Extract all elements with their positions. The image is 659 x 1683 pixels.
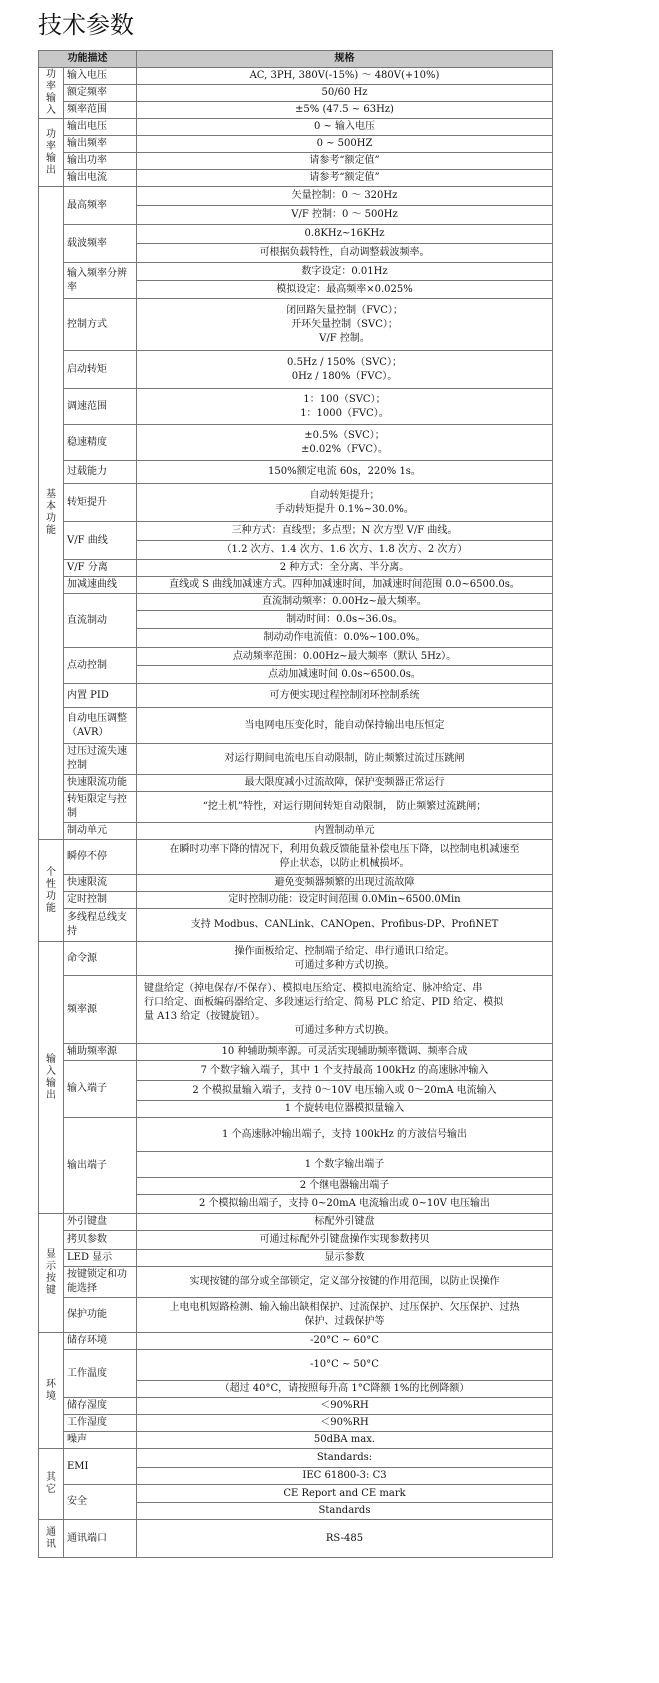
spec-value (137, 744, 553, 775)
feature-label: 外引键盘 (64, 1214, 137, 1231)
spec-value (137, 281, 553, 299)
spec-line: 手动转矩提升 0.1%~30.0%。 (275, 503, 414, 515)
table-row (39, 1449, 553, 1468)
feature-label: 输入端子 (64, 1061, 137, 1118)
table-row (39, 1333, 553, 1350)
spec-line: 2 个模拟量输入端子，支持 0～10V 电压输入或 0～20mA 电流输入 (192, 1084, 497, 1096)
feature-label: 最高频率 (64, 187, 137, 225)
spec-line: 0.8KHz~16KHz (304, 228, 385, 239)
spec-line: AC, 3PH, 380V(-15%) ～ 480V(+10%) (249, 70, 440, 81)
table-row (39, 299, 553, 351)
spec-value (137, 594, 553, 611)
spec-line: 2 种方式：全分离、半分离。 (279, 562, 410, 573)
spec-value (137, 577, 553, 594)
table-row (39, 68, 553, 85)
spec-line: 停止状态，以防止机械损坏。 (279, 858, 410, 869)
feature-label: 载波频率 (64, 225, 137, 263)
feature-label: 自动电压调整（AVR） (64, 708, 137, 744)
spec-line: 1 个数字输出端子 (304, 1158, 385, 1170)
feature-label: 控制方式 (64, 299, 137, 351)
table-row (39, 1485, 553, 1503)
table-row (39, 648, 553, 666)
spec-value (137, 1398, 553, 1415)
table-row (39, 263, 553, 281)
spec-line: 三种方式：直线型；多点型；N 次方型 V/F 曲线。 (231, 525, 458, 536)
spec-value (137, 792, 553, 823)
spec-line: -20°C ~ 60°C (310, 1335, 379, 1346)
spec-line: 行口给定、面板编码器给定、多段速运行给定、简易 PLC 给定、PID 给定、模拟 (144, 996, 504, 1008)
spec-value (137, 119, 553, 136)
feature-label: 通讯端口 (64, 1520, 137, 1558)
spec-line: 支持 Modbus、CANLink、CANOpen、Profibus-DP、ProfiNET (190, 919, 499, 930)
table-row (39, 1061, 553, 1081)
spec-value (137, 1415, 553, 1432)
feature-label: 噪声 (64, 1432, 137, 1449)
spec-value (137, 875, 553, 892)
feature-label: 安全 (64, 1485, 137, 1520)
spec-line: 50/60 Hz (321, 87, 368, 98)
spec-value (137, 1267, 553, 1298)
feature-label: 过载能力 (64, 461, 137, 484)
spec-value (137, 1195, 553, 1214)
table-row (39, 1118, 553, 1152)
spec-value (137, 187, 553, 206)
spec-line: 模拟设定：最高频率×0.025% (276, 283, 413, 295)
table-row (39, 351, 553, 389)
feature-label: 调速范围 (64, 389, 137, 425)
spec-line: （超过 40°C，请按照每升高 1°C降额 1%的比例降额） (219, 1383, 470, 1394)
category-label: 基本功能 (46, 489, 56, 536)
feature-label: 直流制动 (64, 594, 137, 648)
spec-line: 内置制动单元 (314, 825, 375, 836)
feature-label: 输入电压 (64, 68, 137, 85)
spec-value (137, 541, 553, 560)
feature-label: 保护功能 (64, 1298, 137, 1333)
table-row (39, 102, 553, 119)
header-spec: 规格 (137, 51, 553, 68)
spec-value (137, 1350, 553, 1381)
table-row (39, 792, 553, 823)
table-row (39, 909, 553, 942)
spec-line: 制动动作电流值：0.0%~100.0%。 (263, 632, 426, 643)
spec-line: 定时控制功能：设定时间范围 0.0Min~6500.0Min (228, 894, 461, 905)
table-row (39, 823, 553, 840)
spec-line: 2 个继电器输出端子 (299, 1180, 390, 1191)
spec-line: 请参考“额定值” (309, 172, 380, 183)
spec-line: 闭回路矢量控制（FVC）； (286, 304, 403, 316)
feature-label: 启动转矩 (64, 351, 137, 389)
category-label: 功率输出 (46, 128, 56, 176)
table-row (39, 187, 553, 206)
table-row (39, 85, 553, 102)
feature-label: 命令源 (64, 942, 137, 976)
table-row (39, 522, 553, 541)
table-row (39, 1214, 553, 1231)
spec-value (137, 560, 553, 577)
feature-label: 加减速曲线 (64, 577, 137, 594)
spec-value (137, 892, 553, 909)
spec-line: 实现按键的部分或全部锁定，定义部分按键的作用范围，以防止误操作 (189, 1276, 500, 1287)
spec-line: 自动转矩提升； (309, 489, 380, 501)
spec-value (137, 1333, 553, 1350)
spec-value (137, 68, 553, 85)
spec-line: 开环矢量控制（SVC）； (291, 318, 398, 330)
spec-line: 避免变频器频繁的出现过流故障 (274, 877, 415, 888)
spec-line: 0 ~ 输入电压 (313, 121, 376, 132)
table-row (39, 1398, 553, 1415)
feature-label: 输出电压 (64, 119, 137, 136)
spec-line: 最大限度减小过流故障，保护变频器正常运行 (244, 777, 445, 788)
spec-line: 0Hz / 180%（FVC）。 (291, 370, 398, 382)
feature-label: 储存环境 (64, 1333, 137, 1350)
spec-line: ±5% (47.5 ~ 63Hz) (295, 104, 394, 115)
spec-line: （1.2 次方、1.4 次方、1.6 次方、1.8 次方、2 次方） (221, 544, 468, 555)
feature-label: 快速限流 (64, 875, 137, 892)
spec-value (137, 153, 553, 170)
category-cell (39, 942, 64, 1214)
spec-line: 上电电机短路检测、输入输出缺相保护、过流保护、过压保护、欠压保护、过热 (169, 1302, 520, 1313)
spec-value (137, 666, 553, 684)
spec-value (137, 102, 553, 119)
table-row (39, 153, 553, 170)
spec-line: ±0.02%（FVC）。 (301, 443, 388, 455)
table-row (39, 976, 553, 1044)
spec-value (137, 1044, 553, 1061)
spec-line: 量 A13 给定（按键旋钮）。 (144, 1010, 266, 1022)
table-row (39, 1350, 553, 1381)
spec-line: “挖土机”特性，对运行期间转矩自动限制， 防止频繁过流跳闸； (202, 801, 487, 812)
spec-line: 1：100（SVC）； (303, 393, 386, 405)
feature-label: 输出端子 (64, 1118, 137, 1214)
category-cell (39, 840, 64, 942)
table-row (39, 708, 553, 744)
table-row (39, 840, 553, 875)
spec-value (137, 136, 553, 153)
feature-label: 输出功率 (64, 153, 137, 170)
spec-line: 直线或 S 曲线加减速方式。四种加减速时间，加减速时间范围 0.0~6500.0s。 (169, 579, 520, 590)
spec-line: 可通过多种方式切换。 (294, 1024, 395, 1036)
category-cell (39, 1449, 64, 1520)
feature-label: 转矩限定与控制 (64, 792, 137, 823)
spec-line: 10 种辅助频率源。可灵活实现辅助频率微调、频率合成 (221, 1046, 468, 1057)
table-row (39, 892, 553, 909)
feature-label: 按键锁定和功能选择 (64, 1267, 137, 1298)
feature-label: 额定频率 (64, 85, 137, 102)
spec-value (137, 1381, 553, 1398)
category-cell (39, 119, 64, 187)
spec-line: Standards: (316, 1452, 373, 1463)
table-row (39, 1298, 553, 1333)
feature-label: 多线程总线支持 (64, 909, 137, 942)
page-title: 技术参数 (38, 11, 134, 39)
feature-label: V/F 分离 (64, 560, 137, 577)
category-cell (39, 1333, 64, 1449)
spec-value (137, 775, 553, 792)
spec-line: 0.5Hz / 150%（SVC）； (287, 356, 402, 368)
feature-label: 输出频率 (64, 136, 137, 153)
category-label: 其它 (46, 1472, 56, 1495)
spec-line: 保护、过载保护等 (304, 1316, 385, 1327)
spec-line: 点动加减速时间 0.0s~6500.0s。 (268, 668, 421, 680)
spec-value (137, 1118, 553, 1152)
feature-label: 转矩提升 (64, 484, 137, 522)
spec-line: 标配外引键盘 (314, 1216, 375, 1227)
spec-value (137, 1178, 553, 1195)
spec-value (137, 206, 553, 225)
spec-line: 可通过多种方式切换。 (294, 959, 395, 971)
table-row (39, 225, 553, 244)
spec-line: 点动频率范围：0.00Hz~最大频率（默认 5Hz）。 (232, 650, 457, 662)
spec-line: 50dBA max. (313, 1434, 376, 1445)
table-row (39, 425, 553, 461)
spec-value (137, 1503, 553, 1520)
spec-line: 当电网电压变化时，能自动保持输出电压恒定 (244, 719, 445, 731)
table-row (39, 875, 553, 892)
spec-value (137, 1101, 553, 1118)
spec-value (137, 708, 553, 744)
spec-value (137, 461, 553, 484)
spec-value (137, 1231, 553, 1250)
table-row (39, 136, 553, 153)
table-row (39, 1520, 553, 1558)
category-label: 输入输出 (46, 1053, 56, 1101)
spec-line: 7 个数字输入端子，其中 1 个支持最高 100kHz 的高速脉冲输入 (200, 1064, 489, 1076)
spec-value (137, 85, 553, 102)
spec-value (137, 1485, 553, 1503)
feature-label: 内置 PID (64, 684, 137, 708)
feature-label: LED 显示 (64, 1250, 137, 1267)
table-row (39, 942, 553, 976)
spec-value (137, 1081, 553, 1101)
header-function: 功能描述 (39, 51, 137, 68)
spec-table (38, 50, 553, 1558)
table-row (39, 1231, 553, 1250)
spec-value (137, 1214, 553, 1231)
spec-line: V/F 控制。 (319, 332, 370, 344)
table-row (39, 1267, 553, 1298)
spec-value (137, 170, 553, 187)
spec-value (137, 299, 553, 351)
spec-value (137, 263, 553, 281)
feature-label: 点动控制 (64, 648, 137, 684)
spec-value (137, 1520, 553, 1558)
feature-label: 工作温度 (64, 1350, 137, 1398)
feature-label: 定时控制 (64, 892, 137, 909)
feature-label: 拷贝参数 (64, 1231, 137, 1250)
feature-label: 快速限流功能 (64, 775, 137, 792)
feature-label: V/F 曲线 (64, 522, 137, 560)
spec-value (137, 1152, 553, 1178)
table-row (39, 389, 553, 425)
table-row (39, 1044, 553, 1061)
feature-label: EMI (64, 1449, 137, 1485)
spec-line: 可根据负载特性，自动调整载波频率。 (259, 247, 430, 258)
spec-line: 0 ~ 500HZ (316, 138, 373, 149)
spec-line: 键盘给定（掉电保存/不保存）、模拟电压给定、模拟电流给定、脉冲给定、串 (144, 982, 483, 994)
category-cell (39, 1520, 64, 1558)
category-label: 通讯 (46, 1526, 56, 1550)
spec-value (137, 909, 553, 942)
spec-line: 1：1000（FVC）。 (300, 407, 389, 419)
spec-line: V/F 控制：0 ～ 500Hz (291, 209, 398, 220)
table-row (39, 1432, 553, 1449)
spec-line: ＜90%RH (320, 1417, 369, 1428)
table-row (39, 461, 553, 484)
feature-label: 过压过流失速控制 (64, 744, 137, 775)
header-row (39, 51, 553, 68)
table-row (39, 577, 553, 594)
spec-line: 1 个旋转电位器模拟量输入 (284, 1103, 405, 1114)
feature-label: 稳速精度 (64, 425, 137, 461)
spec-value (137, 840, 553, 875)
table-row (39, 170, 553, 187)
feature-label: 频率范围 (64, 102, 137, 119)
spec-line: 1 个高速脉冲输出端子，支持 100kHz 的方波信号输出 (221, 1128, 468, 1140)
spec-value (137, 1432, 553, 1449)
feature-label: 输入频率分辨率 (64, 263, 137, 299)
spec-value (137, 629, 553, 648)
table-row (39, 484, 553, 522)
category-label: 环境 (46, 1378, 56, 1402)
spec-line: 在瞬时功率下降的情况下，利用负载反馈能量补偿电压下降，以控制电机减速至 (169, 844, 520, 855)
feature-label: 储存湿度 (64, 1398, 137, 1415)
spec-line: 150%额定电流 60s，220% 1s。 (268, 466, 421, 477)
spec-value (137, 1061, 553, 1081)
category-cell (39, 68, 64, 119)
spec-value (137, 225, 553, 244)
spec-value (137, 1250, 553, 1267)
spec-line: 矢量控制：0 ～ 320Hz (291, 190, 398, 201)
feature-label: 工作湿度 (64, 1415, 137, 1432)
spec-value (137, 1468, 553, 1485)
category-cell (39, 187, 64, 840)
table-row (39, 594, 553, 611)
feature-label: 辅助频率源 (64, 1044, 137, 1061)
spec-value (137, 244, 553, 263)
spec-value (137, 684, 553, 708)
table-row (39, 560, 553, 577)
spec-line: 2 个模拟输出端子，支持 0~20mA 电流输出或 0~10V 电压输出 (198, 1198, 491, 1209)
spec-value (137, 648, 553, 666)
feature-label: 输出电流 (64, 170, 137, 187)
table-row (39, 684, 553, 708)
spec-value (137, 942, 553, 976)
spec-line: 直流制动频率：0.00Hz~最大频率。 (262, 596, 427, 607)
spec-value (137, 976, 553, 1044)
spec-value (137, 351, 553, 389)
table-row (39, 119, 553, 136)
table-row (39, 775, 553, 792)
spec-value (137, 484, 553, 522)
table-row (39, 744, 553, 775)
spec-line: 显示参数 (324, 1252, 365, 1263)
spec-line: ＜90%RH (320, 1400, 369, 1411)
spec-value (137, 823, 553, 840)
category-label: 个性功能 (46, 866, 56, 914)
spec-line: 请参考“额定值” (309, 155, 380, 166)
spec-value (137, 522, 553, 541)
spec-line: 可通过标配外引键盘操作实现参数拷贝 (259, 1234, 430, 1245)
spec-line: 对运行期间电流电压自动限制，防止频繁过流过压跳闸 (224, 753, 465, 764)
spec-line: -10°C ~ 50°C (310, 1359, 379, 1370)
spec-value (137, 1298, 553, 1333)
spec-line: RS-485 (325, 1532, 364, 1544)
spec-line: CE Report and CE mark (283, 1487, 406, 1499)
spec-line: 制动时间：0.0s~36.0s。 (286, 613, 403, 625)
feature-label: 瞬停不停 (64, 840, 137, 875)
spec-line: Standards (318, 1505, 371, 1516)
spec-line: ±0.5%（SVC）； (304, 429, 385, 441)
table-row (39, 1250, 553, 1267)
spec-line: 数字设定：0.01Hz (301, 265, 388, 277)
spec-value (137, 425, 553, 461)
table-row (39, 1415, 553, 1432)
spec-line: 可方便实现过程控制闭环控制系统 (269, 689, 420, 701)
feature-label: 制动单元 (64, 823, 137, 840)
spec-line: 操作面板给定、控制端子给定、串行通讯口给定。 (234, 945, 455, 957)
category-label: 功率输入 (46, 69, 56, 116)
spec-value (137, 1449, 553, 1468)
spec-value (137, 389, 553, 425)
category-cell (39, 1214, 64, 1333)
category-label: 显示按键 (46, 1249, 56, 1296)
spec-line: IEC 61800-3: C3 (302, 1470, 387, 1481)
feature-label: 频率源 (64, 976, 137, 1044)
spec-body (39, 68, 553, 1558)
spec-value (137, 611, 553, 629)
